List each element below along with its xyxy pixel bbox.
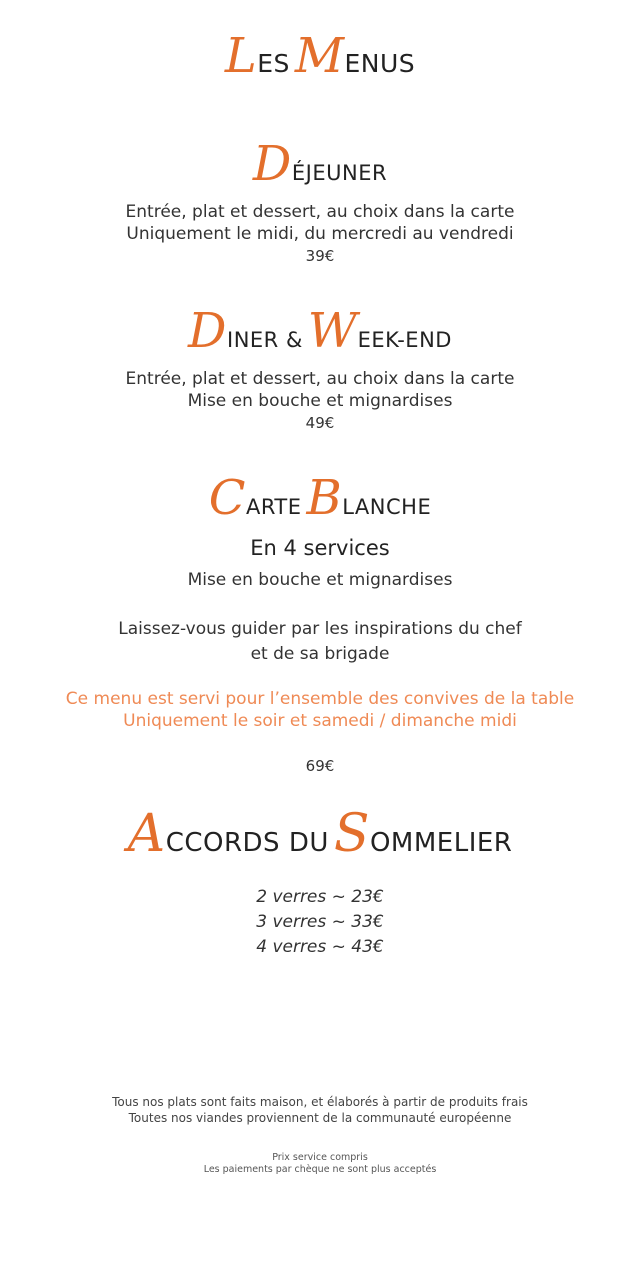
- dejeuner-price: 39€: [305, 247, 335, 265]
- heading-initial-a: A: [127, 804, 166, 864]
- heading-rest-1: INER &: [227, 328, 303, 352]
- heading-rest-2: OMMELIER: [369, 828, 513, 858]
- page-title: [0, 28, 640, 84]
- accords-item-3-verres: 3 verres ~ 33€: [256, 912, 384, 932]
- heading-initial: D: [252, 136, 292, 192]
- heading-rest-2: EEK-END: [357, 328, 452, 352]
- heading-initial-c: C: [208, 470, 246, 526]
- heading-rest-1: ARTE: [245, 495, 302, 519]
- footer-line-1: Tous nos plats sont faits maison, et élaborés à partir de produits frais: [112, 1095, 528, 1109]
- footer-line-3: Prix service compris: [272, 1152, 368, 1163]
- heading-initial-s: S: [333, 804, 370, 864]
- accords-item-4-verres: 4 verres ~ 43€: [256, 937, 384, 957]
- heading-initial-b: B: [306, 470, 343, 526]
- heading-initial-w: W: [307, 303, 358, 359]
- heading-rest-2: LANCHE: [342, 495, 432, 519]
- carte-blanche-guide-1: Laissez-vous guider par les inspirations du chef: [118, 619, 522, 639]
- dejeuner-line-1: Entrée, plat et dessert, au choix dans la carte: [125, 202, 515, 222]
- footer-line-2: Toutes nos viandes proviennent de la communauté européenne: [128, 1111, 512, 1125]
- heading-rest: ÉJEUNER: [291, 161, 388, 185]
- carte-blanche-line-1: Mise en bouche et mignardises: [187, 570, 453, 590]
- diner-price: 49€: [305, 414, 335, 432]
- carte-blanche-note-2: Uniquement le soir et samedi / dimanche midi: [123, 711, 517, 731]
- section-heading-accords: [0, 804, 640, 864]
- title-initial-m: M: [294, 28, 345, 84]
- title-initial-l: L: [224, 28, 258, 84]
- carte-blanche-guide-2: et de sa brigade: [250, 644, 390, 664]
- carte-blanche-subtitle: En 4 services: [250, 536, 390, 560]
- dejeuner-line-2: Uniquement le midi, du mercredi au vendredi: [126, 224, 514, 244]
- section-heading-diner: [0, 303, 640, 359]
- heading-initial-d: D: [188, 303, 227, 359]
- accords-item-2-verres: 2 verres ~ 23€: [256, 887, 384, 907]
- section-heading-carte-blanche: [0, 470, 640, 526]
- footer-line-4: Les paiements par chèque ne sont plus acceptés: [203, 1164, 437, 1175]
- title-rest-2: ENUS: [344, 49, 416, 78]
- carte-blanche-note-1: Ce menu est servi pour l’ensemble des convives de la table: [65, 689, 575, 709]
- carte-blanche-price: 69€: [305, 757, 335, 775]
- diner-line-1: Entrée, plat et dessert, au choix dans la carte: [125, 369, 515, 389]
- section-heading-dejeuner: [0, 136, 640, 192]
- title-rest-1: ES: [257, 49, 290, 78]
- diner-line-2: Mise en bouche et mignardises: [187, 391, 453, 411]
- heading-rest-1: CCORDS DU: [165, 828, 329, 858]
